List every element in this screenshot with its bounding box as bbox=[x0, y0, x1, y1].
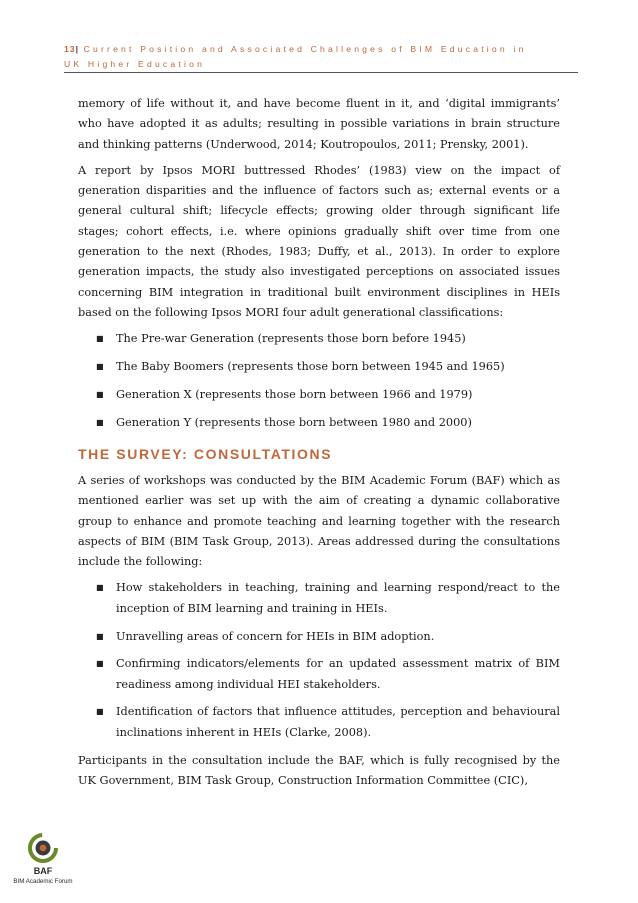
list-item: ■ How stakeholders in teaching, training and learning respond/react to the inception of BIM learning and training in HEIs. bbox=[78, 578, 560, 619]
list-item: ■ Confirming indicators/elements for an updated assessment matrix of BIM readiness among individual HEI stakeholders. bbox=[78, 654, 560, 695]
logo-name: BIM Academic Forum bbox=[13, 878, 73, 885]
list-item: ■ Identification of factors that influence attitudes, perception and behavioural inclinations inherent in HEIs (Clarke, 2008). bbox=[78, 702, 560, 743]
header-title-line2: UK Higher Education bbox=[64, 59, 206, 69]
paragraph-ipsos-report: A report by Ipsos MORI buttressed Rhodes’ (1983) view on the impact of generation disparities and the influence of factors such as; external events or a general cultural shift; lifecycle effects; growing older through significant life stages; cohort effects, i.e. where opinions gradually shift over time from one generation to the next (Rhodes, 1983; Duffy, et al., 2013). In order to explore generation impacts, the study also investigated perceptions on associated issues concerning BIM integration in traditional built environment disciplines in HEIs based on the following Ipsos MORI four adult generational classifications: bbox=[78, 163, 560, 319]
logo-acronym: BAF bbox=[33, 866, 53, 876]
baf-logo-icon bbox=[28, 832, 58, 864]
header-title-line1: Current Position and Associated Challenges of BIM Education in bbox=[83, 44, 527, 54]
running-header bbox=[64, 42, 578, 72]
section-heading: THE SURVEY: CONSULTATIONS bbox=[78, 445, 333, 462]
square-bullet-icon: ■ bbox=[96, 362, 104, 372]
square-bullet-icon: ■ bbox=[96, 417, 104, 427]
list-item: ■ Generation X (represents those born between 1966 and 1979) bbox=[78, 385, 560, 405]
consultation-areas-list bbox=[78, 578, 560, 743]
paragraph-workshops: A series of workshops was conducted by the BIM Academic Forum (BAF) which as mentioned earlier was set up with the aim of creating a dynamic collaborative group to enhance and promote teaching and learning together with the research aspects of BIM (BIM Task Group, 2013). Areas addressed during the consultations include the following: bbox=[78, 473, 560, 569]
list-item: ■ The Pre-war Generation (represents those born before 1945) bbox=[78, 329, 560, 349]
square-bullet-icon: ■ bbox=[96, 583, 104, 593]
page-body bbox=[78, 94, 560, 797]
list-item: ■ The Baby Boomers (represents those born between 1945 and 1965) bbox=[78, 357, 560, 377]
header-separator: | bbox=[75, 44, 78, 54]
header-line-1 bbox=[64, 42, 578, 57]
square-bullet-icon: ■ bbox=[96, 631, 104, 641]
baf-logo bbox=[8, 832, 78, 894]
list-item: ■ Unravelling areas of concern for HEIs in BIM adoption. bbox=[78, 627, 560, 647]
header-divider bbox=[64, 72, 578, 73]
square-bullet-icon: ■ bbox=[96, 707, 104, 717]
square-bullet-icon: ■ bbox=[96, 334, 104, 344]
square-bullet-icon: ■ bbox=[96, 659, 104, 669]
list-item: ■ Generation Y (represents those born between 1980 and 2000) bbox=[78, 413, 560, 433]
generation-list bbox=[78, 329, 560, 433]
square-bullet-icon: ■ bbox=[96, 389, 104, 399]
paragraph-continuation: memory of life without it, and have become fluent in it, and ‘digital immigrants’ who have adopted it as adults; resulting in possible variations in brain structure and thinking patterns (Underwood, 2014; Koutropoulos, 2011; Prensky, 2001). bbox=[78, 97, 560, 151]
page-number: 13 bbox=[64, 44, 76, 54]
paragraph-participants: Participants in the consultation include the BAF, which is fully recognised by the UK Government, BIM Task Group, Construction Information Committee (CIC), bbox=[78, 753, 560, 787]
